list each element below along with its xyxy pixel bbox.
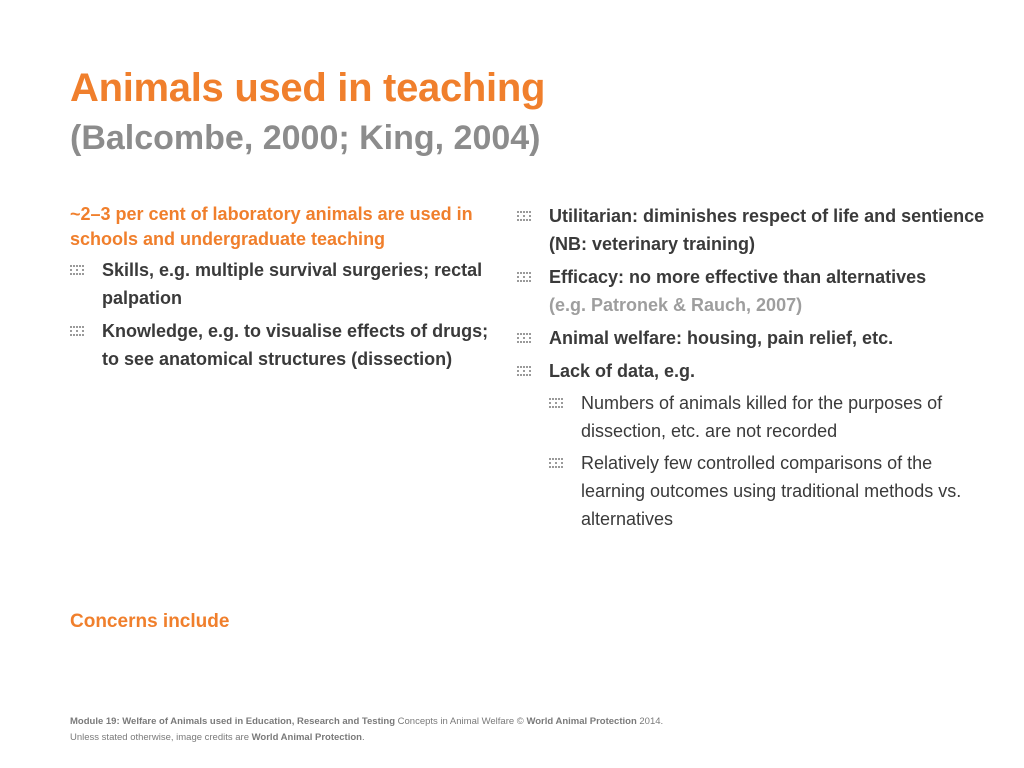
bullet-marker-icon [517,211,531,221]
sub-list-item [549,389,987,445]
footer-credits-end: . [361,732,365,743]
list-item [517,202,987,258]
list-item [70,317,500,373]
footer-line-2 [70,730,950,746]
footer-organisation: World Animal Protection [526,716,637,727]
slide-subtitle-citation: (Balcombe, 2000; King, 2004) [70,119,541,157]
bullet-marker-icon [517,272,531,282]
bullet-marker-icon [70,326,84,336]
footer-line-1 [70,714,950,730]
bullet-text: Skills, e.g. multiple survival surgeries; rectal palpation [102,260,483,308]
list-item [517,324,987,352]
bullet-text: Animal welfare: housing, pain relief, etc. [549,328,894,348]
bullet-text: Utilitarian: diminishes respect of life and sentience (NB: veterinary training) [549,206,985,254]
sub-bullet-text: Relatively few controlled comparisons of the learning outcomes using traditional methods vs. alternatives [581,453,962,529]
footer-course-text: Concepts in Animal Welfare © [395,716,527,727]
bullet-text: Knowledge, e.g. to visualise effects of drugs; to see anatomical structures (dissection) [102,321,489,369]
footer-year: 2014. [636,716,664,727]
left-bullet-list [70,256,500,373]
list-item [517,357,987,533]
list-item [517,263,987,319]
bullet-marker-icon [70,265,84,275]
right-bullet-list [517,202,987,533]
concerns-label: Concerns include [70,611,230,632]
bullet-text: Efficacy: no more effective than alternatives [549,267,927,287]
left-intro-text: ~2–3 per cent of laboratory animals are used in schools and undergraduate teaching [70,204,473,249]
left-column [70,202,500,378]
sub-bullet-list [549,389,987,533]
footer-credits-text: Unless stated otherwise, image credits are [70,732,252,743]
bullet-text: Lack of data, e.g. [549,361,696,381]
footer [70,714,950,746]
sub-list-item [549,449,987,533]
footer-module-name: Module 19: Welfare of Animals used in Education, Research and Testing [70,716,395,727]
list-item [70,256,500,312]
bullet-marker-icon [549,458,563,468]
bullet-marker-icon [549,398,563,408]
sub-bullet-text: Numbers of animals killed for the purposes of dissection, etc. are not recorded [581,393,943,441]
slide-title: Animals used in teaching [70,66,546,110]
right-column [517,202,987,538]
citation-reference: (e.g. Patronek & Rauch, 2007) [549,295,803,315]
footer-credits-organisation: World Animal Protection [251,732,362,743]
bullet-marker-icon [517,366,531,376]
bullet-marker-icon [517,333,531,343]
